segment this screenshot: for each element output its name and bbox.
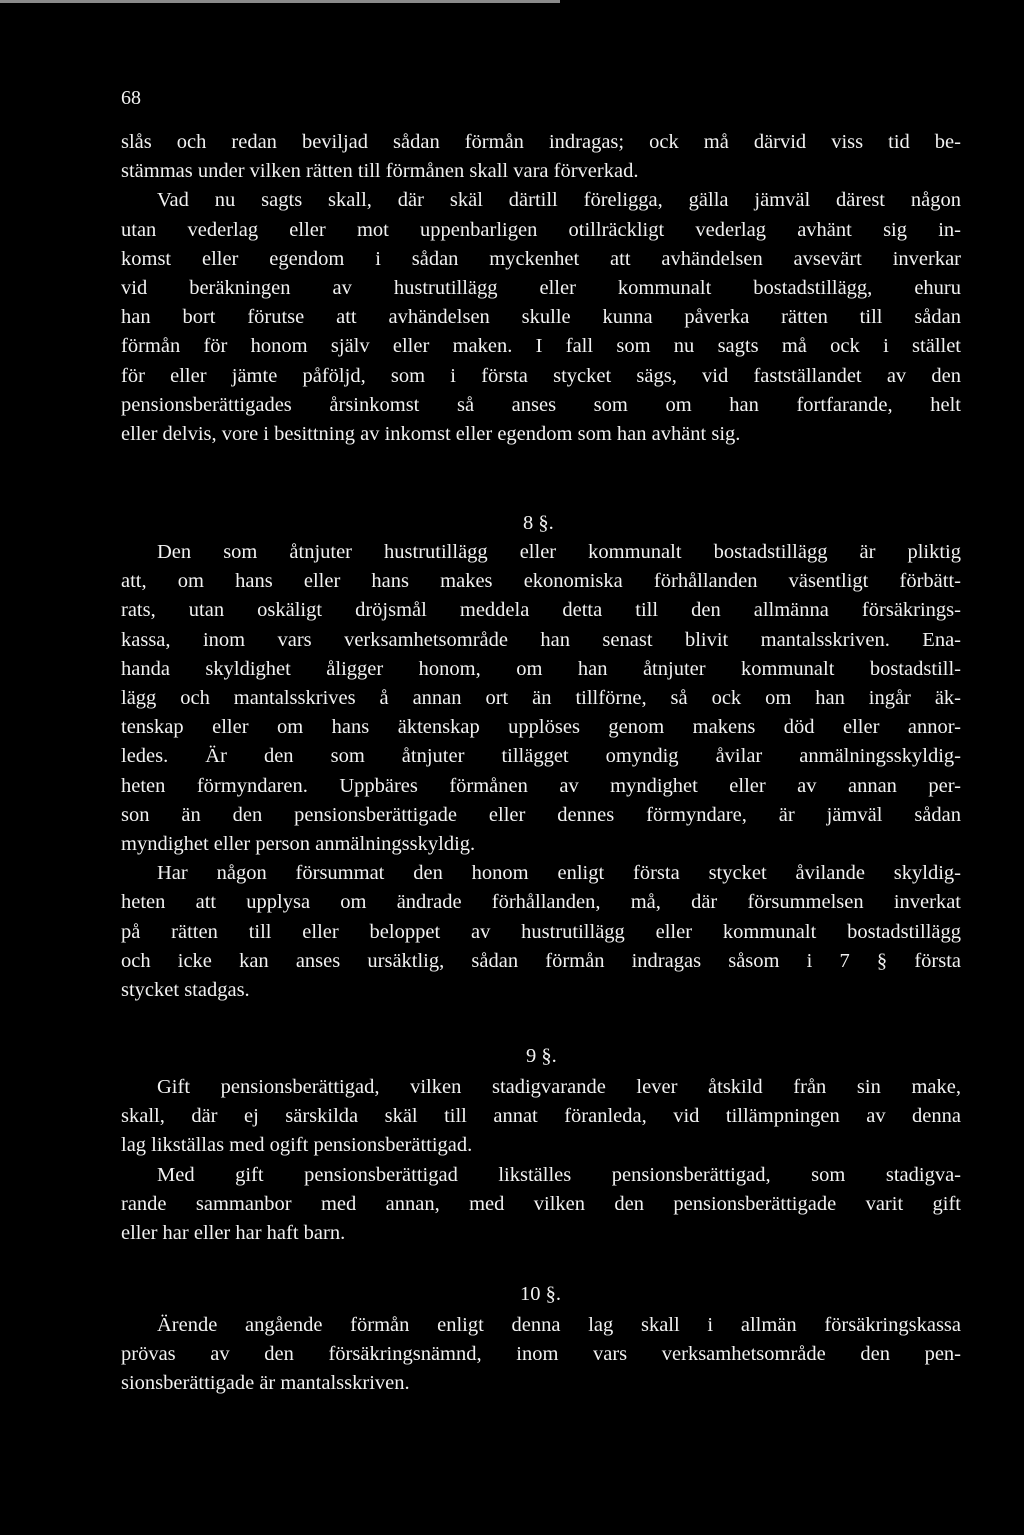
text-line: vid beräkningen av hustrutillägg eller kommunalt bostadstillägg, ehuru <box>121 277 961 300</box>
text-line: prövas av den försäkringsnämnd, inom vars verksamhetsområde den pen- <box>121 1343 961 1366</box>
section-heading-10: 10 §. <box>520 1283 561 1305</box>
section-9-body <box>121 1073 961 1248</box>
text-line: tenskap eller om hans äktenskap upplöses genom makens död eller annor- <box>121 716 961 739</box>
section-10-body <box>121 1311 961 1399</box>
text-line: handa skyldighet åligger honom, om han åtnjuter kommunalt bostadstill- <box>121 657 961 680</box>
text-line: på rätten till eller beloppet av hustrutillägg eller kommunalt bostadstillägg <box>121 920 961 943</box>
text-line: han bort förutse att avhändelsen skulle kunna påverka rätten till sådan <box>121 306 961 329</box>
text-line: heten att upplysa om ändrade förhållanden, må, där försummelsen inverkat <box>121 891 961 914</box>
text-line: och icke kan anses ursäktlig, sådan förmån indragas såsom i 7 § första <box>121 949 961 972</box>
paragraph-continuation <box>121 128 961 449</box>
text-line: skall, där ej särskilda skäl till annat föranleda, vid tillämpningen av denna <box>121 1105 961 1128</box>
text-line: sionsberättigade är mantalsskriven. <box>121 1372 410 1395</box>
section-heading-8: 8 §. <box>523 512 554 534</box>
text-line: stycket stadgas. <box>121 979 250 1002</box>
text-line: Med gift pensionsberättigad likställes pensionsberättigad, som stadigva- <box>157 1163 961 1186</box>
text-line: Vad nu sagts skall, där skäl därtill föreligga, gälla jämväl därest någon <box>157 189 961 212</box>
text-line: Gift pensionsberättigad, vilken stadigvarande lever åtskild från sin make, <box>157 1076 961 1098</box>
text-line: rats, utan oskäligt dröjsmål meddela detta till den allmänna försäkrings- <box>121 599 961 622</box>
text-line: Den som åtnjuter hustrutillägg eller kommunalt bostadstillägg är pliktig <box>157 541 961 563</box>
text-line: för eller jämte påföljd, som i första stycket sägs, vid fastställandet av den <box>121 364 961 387</box>
text-line: att, om hans eller hans makes ekonomiska förhållanden väsentligt förbätt- <box>121 570 961 593</box>
text-line: Har någon försummat den honom enligt första stycket åvilande skyldig- <box>157 862 961 885</box>
text-line: förmån för honom själv eller maken. I fall som nu sagts må ock i stället <box>121 335 961 358</box>
text-line: utan vederlag eller mot uppenbarligen otillräckligt vederlag avhänt sig in- <box>121 218 961 241</box>
text-line: heten förmyndaren. Uppbäres förmånen av myndighet eller av annan per- <box>121 774 961 797</box>
text-line: eller har eller har haft barn. <box>121 1222 346 1245</box>
text-line: komst eller egendom i sådan myckenhet att avhändelsen avsevärt inverkar <box>121 247 961 270</box>
text-line: slås och redan beviljad sådan förmån indragas; ock må därvid viss tid be- <box>121 131 961 153</box>
page-number: 68 <box>121 87 141 109</box>
section-heading-9: 9 §. <box>526 1045 557 1067</box>
text-line: kassa, inom vars verksamhetsområde han senast blivit mantalsskriven. Ena- <box>121 628 961 651</box>
text-line: pensionsberättigades årsinkomst så anses som om han fortfarande, helt <box>121 393 961 416</box>
text-line: stämmas under vilken rätten till förmånen skall vara förverkad. <box>121 160 639 183</box>
section-8-body <box>121 538 961 1005</box>
text-line: Ärende angående förmån enligt denna lag skall i allmän försäkringskassa <box>157 1314 961 1336</box>
text-line: rande sammanbor med annan, med vilken den pensionsberättigade varit gift <box>121 1192 961 1215</box>
text-line: son än den pensionsberättigade eller dennes förmyndare, är jämväl sådan <box>121 803 961 826</box>
text-line: myndighet eller person anmälningsskyldig. <box>121 833 476 856</box>
text-line: lag likställas med ogift pensionsberättigad. <box>121 1134 473 1157</box>
text-line: ledes. Är den som åtnjuter tillägget omyndig åvilar anmälningsskyldig- <box>121 745 961 768</box>
text-line: eller delvis, vore i besittning av inkomst eller egendom som han avhänt sig. <box>121 423 741 446</box>
scan-top-rule <box>0 0 560 3</box>
text-line: lägg och mantalsskrives å annan ort än tillförne, så ock om han ingår äk- <box>121 687 961 710</box>
